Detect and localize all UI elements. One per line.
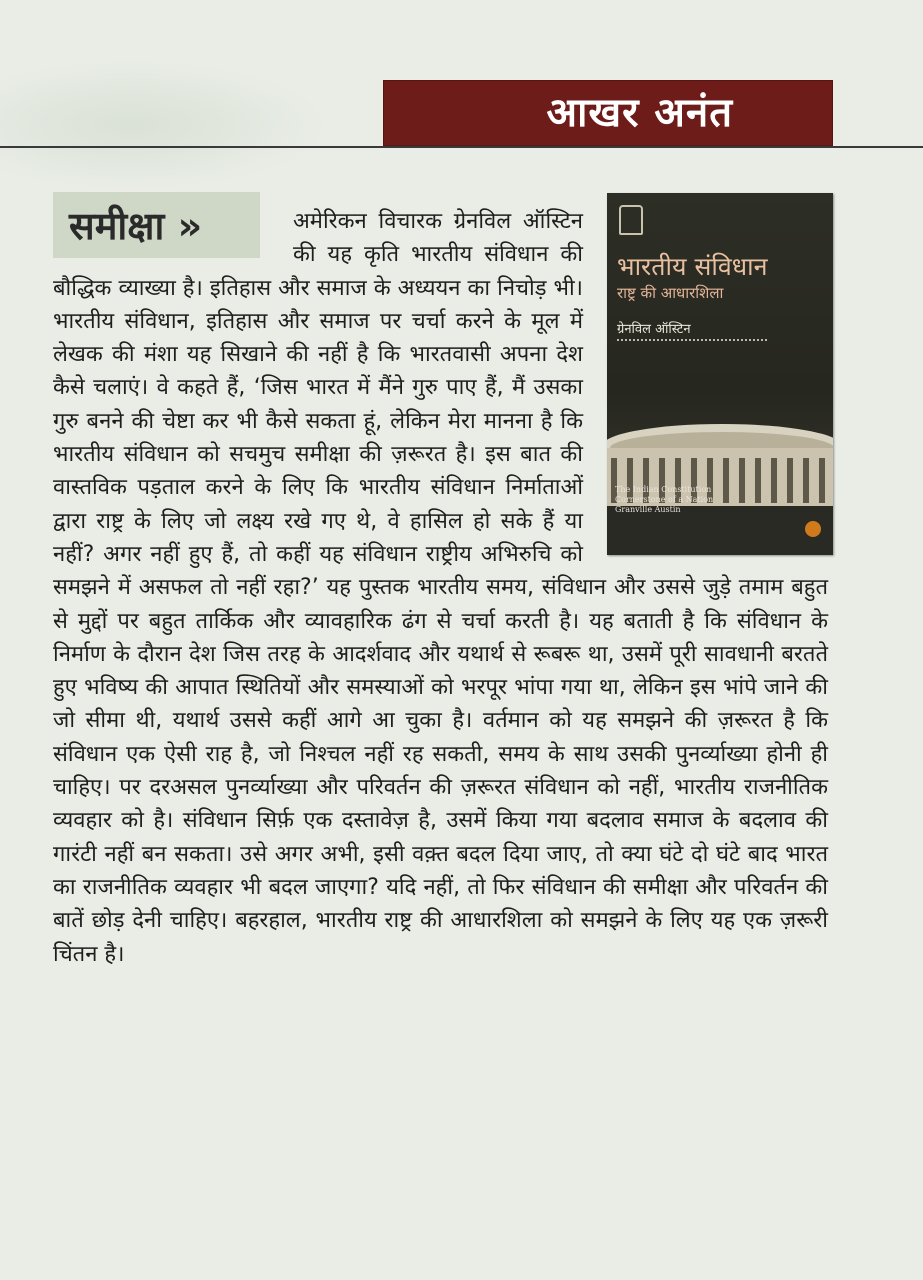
book-english-title: The Indian Constitution Cornerstone of a Nation Granville Austin: [615, 485, 714, 514]
book-author: ग्रेनविल ऑस्टिन: [617, 322, 691, 337]
header-rule: [0, 146, 923, 148]
section-tag-label: समीक्षा »: [69, 204, 203, 248]
background-watermark: [0, 60, 330, 190]
column-title: आखर अनंत: [546, 90, 733, 136]
book-title: भारतीय संविधान: [617, 252, 768, 281]
article-body: [53, 205, 828, 971]
column-header: [383, 80, 833, 146]
book-subtitle: राष्ट्र की आधारशिला: [617, 284, 724, 302]
article-paragraph: अमेरिकन विचारक ग्रेनविल ऑस्टिन की यह कृति भारतीय संविधान की बौद्धिक व्याख्या है। इतिहास और समाज के अध्ययन का निचोड़ भी। भारतीय संविधान, इतिहास और समाज पर चर्चा करने के मूल में लेखक की मंशा यह सिखाने की नहीं है कि भारतवासी अपना देश कैसे चलाएं। वे कहते हैं, ‘जिस भारत में मैंने गुरु पाए हैं, मैं उसका गुरु बनने की चेष्टा कर भी कैसे सकता हूं, लेकिन मेरा मानना है कि भारतीय संविधान को सचमुच समीक्षा की ज़रूरत है। इस बात की वास्तविक पड़ताल करने के लिए कि भारतीय संविधान निर्माताओं द्वारा राष्ट्र के लिए जो लक्ष्य रखे गए थे, वे हासिल हो सके हैं या नहीं? अगर नहीं हुए हैं, तो कहीं यह संविधान राष्ट्रीय अभिरुचि को समझने में असफल तो नहीं रहा?’ यह पुस्तक भारतीय समय, संविधान और उससे जुड़े तमाम बहुत से मुद्दों पर बहुत तार्किक और व्यावहारिक ढंग से चर्चा करती है। यह बताती है कि संविधान के निर्माण के दौरान देश जिस तरह के आदर्शवाद और यथार्थ से रूबरू था, उसमें पूरी सावधानी बरतते हुए भविष्य की आपात स्थितियों और समस्याओं को भरपूर भांपा गया था, लेकिन इस भांपे जाने की जो सीमा थी, यथार्थ उससे कहीं आगे आ चुका है। वर्तमान को यह समझने की ज़रूरत है कि संविधान एक ऐसी राह है, जो निश्चल नहीं रह सकती, समय के साथ उसकी पुनर्व्याख्या होनी ही चाहिए। पर दरअसल पुनर्व्याख्या और परिवर्तन की ज़रूरत संविधान को नहीं, भारतीय राजनीतिक व्यवहार को है। संविधान सिर्फ़ एक दस्तावेज़ है, उसमें किया गया बदलाव समाज के बदलाव की गारंटी नहीं बन सकता। उसे अगर अभी, इसी वक़्त बदल दिया जाए, तो क्या घंटे दो घंटे बाद भारत का राजनीतिक व्यवहार भी बदल जाएगा? यदि नहीं, तो फिर संविधान की समीक्षा और परिवर्तन की बातें छोड़ देनी चाहिए। बहरहाल, भारतीय राष्ट्र की आधारशिला को समझने के लिए यह एक ज़रूरी चिंतन है।: [53, 209, 828, 967]
